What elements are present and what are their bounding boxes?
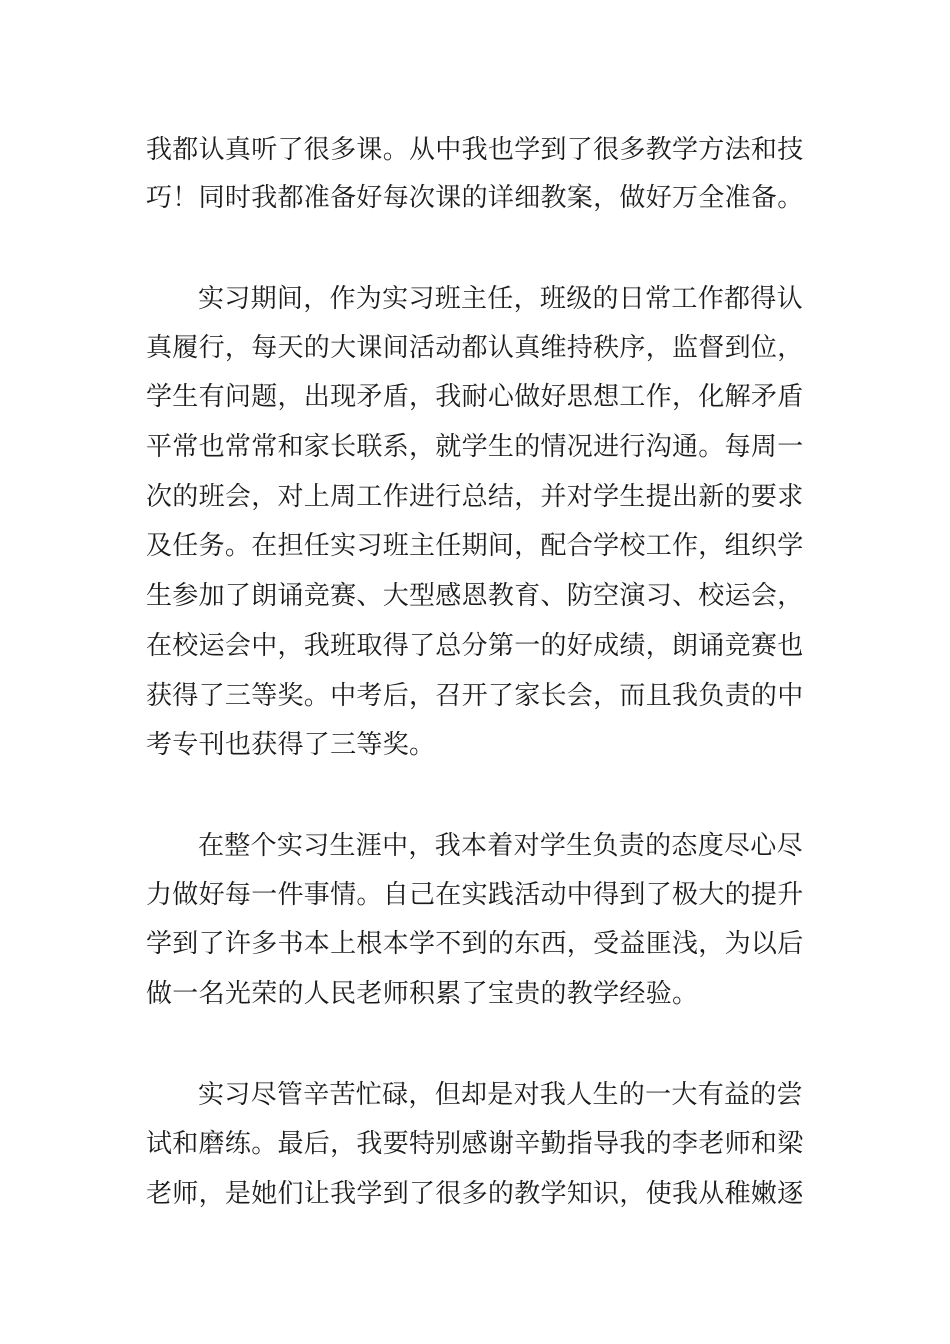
paragraph-4-line-3: 老师，是她们让我学到了很多的教学知识，使我从稚嫩逐 [146,1179,804,1209]
paragraph-2-line-9: 获得了三等奖。中考后，召开了家长会，而且我负责的中 [146,681,804,711]
paragraph-2-line-2: 真履行，每天的大课间活动都认真维持秩序，监督到位， [146,333,804,363]
paragraph-2-line-7: 生参加了朗诵竞赛、大型感恩教育、防空演习、校运会， [146,581,804,611]
paragraph-3-line-4: 做一名光荣的人民老师积累了宝贵的教学经验。 [146,979,699,1009]
paragraph-2-line-8: 在校运会中，我班取得了总分第一的好成绩，朗诵竞赛也 [146,631,804,661]
paragraph-2-line-3: 学生有问题，出现矛盾，我耐心做好思想工作，化解矛盾 [146,382,804,412]
paragraph-2-line-6: 及任务。在担任实习班主任期间，配合学校工作，组织学 [146,531,804,561]
paragraph-1-line-1: 我都认真听了很多课。从中我也学到了很多教学方法和技 [146,135,804,165]
paragraph-2-line-4: 平常也常常和家长联系，就学生的情况进行沟通。每周一 [146,432,804,462]
paragraph-3-line-1: 在整个实习生涯中，我本着对学生负责的态度尽心尽 [198,831,803,861]
paragraph-2-line-5: 次的班会，对上周工作进行总结，并对学生提出新的要求 [146,482,804,512]
paragraph-4-line-1: 实习尽管辛苦忙碌，但却是对我人生的一大有益的尝 [198,1080,803,1110]
paragraph-4-line-2: 试和磨练。最后，我要特别感谢辛勤指导我的李老师和梁 [146,1129,804,1159]
paragraph-3-line-2: 力做好每一件事情。自己在实践活动中得到了极大的提升 [146,880,804,910]
paragraph-3-line-3: 学到了许多书本上根本学不到的东西，受益匪浅，为以后 [146,929,804,959]
paragraph-2-line-10: 考专刊也获得了三等奖。 [146,730,436,760]
paragraph-1-line-2: 巧！同时我都准备好每次课的详细教案，做好万全准备。 [146,183,804,213]
paragraph-2-line-1: 实习期间，作为实习班主任，班级的日常工作都得认 [198,284,803,314]
